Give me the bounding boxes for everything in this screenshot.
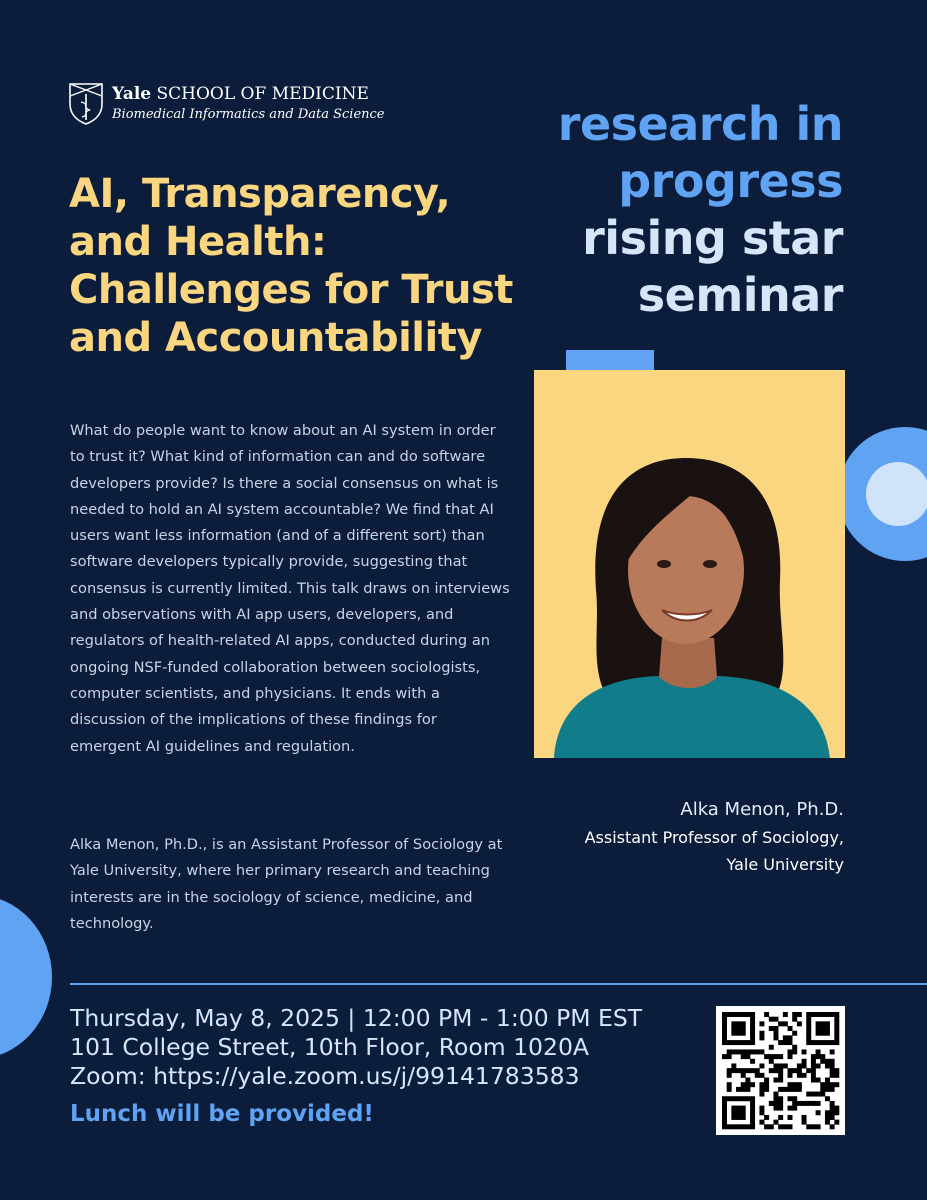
department-name: Biomedical Informatics and Data Science [112,107,385,122]
talk-title: AI, Transparency, and Health: Challenges for Trust and Accountability [69,171,513,361]
event-datetime: Thursday, May 8, 2025 | 12:00 PM - 1:00 PM EST [70,1004,643,1032]
qr-code-icon [716,1006,845,1135]
speaker-name: Alka Menon, Ph.D. [680,799,844,820]
event-details [70,1004,642,1127]
yale-logo [68,82,428,128]
series-line-2: progress [618,154,843,208]
event-location: 101 College Street, 10th Floor, Room 1020A [70,1033,589,1061]
photo-accent-tab [566,350,654,372]
yale-shield-icon [68,82,104,126]
speaker-bio: Alka Menon, Ph.D., is an Assistant Professor of Sociology at Yale University, where her primary research and teaching interests are in the sociology of science, medicine, and technology. [70,836,503,932]
speaker-photo [534,370,845,758]
event-lunch-note: Lunch will be provided! [70,1101,374,1127]
decorative-circle-right-inner [866,462,927,526]
event-zoom-link[interactable]: Zoom: https://yale.zoom.us/j/99141783583 [70,1062,580,1090]
school-name: SCHOOL OF MEDICINE [156,84,369,104]
qr-code[interactable] [716,1006,845,1135]
footer-divider [70,983,927,985]
decorative-circle-left [0,895,52,1059]
series-heading [558,96,843,324]
series-line-4: seminar [637,268,843,322]
speaker-affiliation: Yale University [726,855,844,874]
speaker-portrait [534,370,845,758]
series-line-3: rising star [582,211,843,265]
speaker-title: Assistant Professor of Sociology, [584,828,844,847]
series-line-1: research in [557,97,843,151]
yale-wordmark: Yale [112,84,152,104]
speaker-info [585,796,844,878]
talk-abstract: What do people want to know about an AI system in order to trust it? What kind of information can and do software developers provide? Is there a social consensus on what is needed to hold an AI system accountable? We find that AI users want less information (and of a different sort) than software developers typically provide, suggesting that consensus is currently limited. This talk draws on interviews and observations with AI app users, developers, and regulators of health-related AI apps, conducted during an ongoing NSF-funded collaboration between sociologists, computer scientists, and physicians. It ends with a discussion of the implications of these findings for emergent AI guidelines and regulation. [70,422,510,755]
